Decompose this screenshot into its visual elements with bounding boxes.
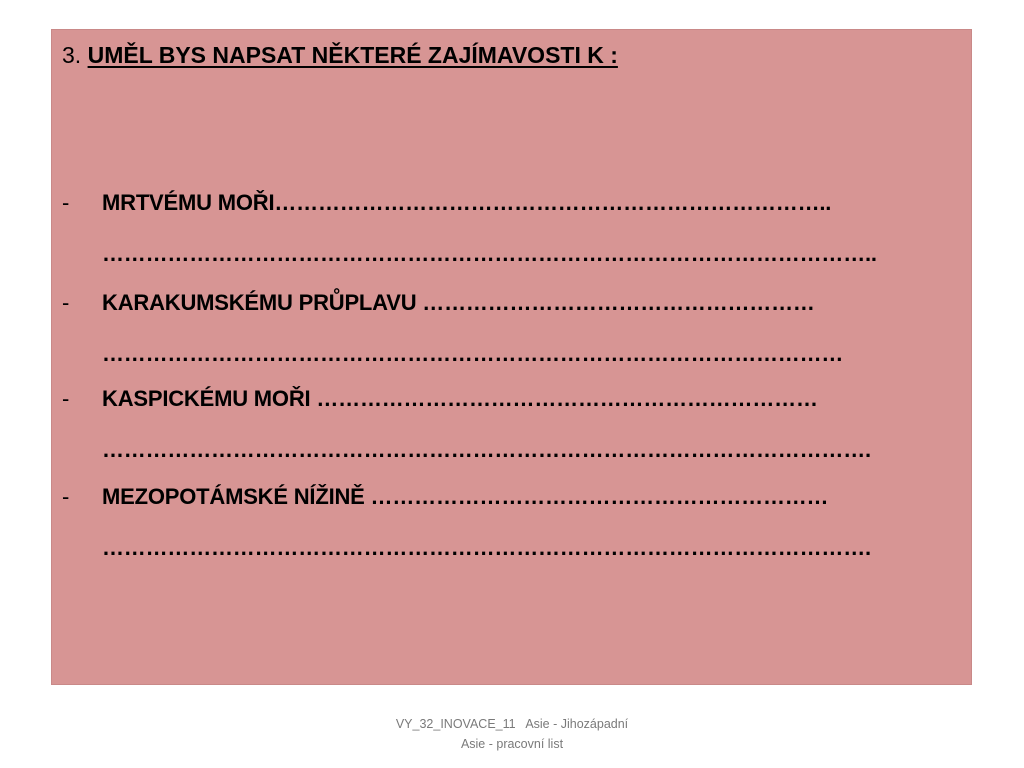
bullet-dash: - <box>62 290 70 315</box>
footer-line-1: VY_32_INOVACE_11 Asie - Jihozápadní <box>395 717 629 731</box>
slide-content-box <box>51 29 972 685</box>
item-answer-line: ………………………………………………………………………………………… <box>102 341 844 366</box>
item-answer-line: …………………………………………………………………………………………….. <box>102 241 877 266</box>
bullet-dash: - <box>62 190 70 215</box>
item-answer-line: ……………………………………………………………………………………………. <box>102 437 871 462</box>
footer-line-2: Asie - pracovní list <box>460 737 564 751</box>
item-label-line: KASPICKÉMU MOŘI …………………………………………………………… <box>102 386 818 411</box>
slide-footer <box>0 714 1024 754</box>
item-label-line: MEZOPOTÁMSKÉ NÍŽINĚ ……………………………………………………… <box>102 484 829 509</box>
item-answer-line: ……………………………………………………………………………………………. <box>102 535 871 560</box>
item-label-line: MRTVÉMU MOŘI………………………………………………………………….. <box>102 190 832 215</box>
bullet-dash: - <box>62 386 70 411</box>
worksheet-question-heading <box>62 42 618 69</box>
question-number: 3. <box>62 42 82 68</box>
question-title: UMĚL BYS NAPSAT NĚKTERÉ ZAJÍMAVOSTI K : <box>87 42 618 68</box>
item-label-line: KARAKUMSKÉMU PRŮPLAVU ……………………………………………… <box>102 290 815 315</box>
bullet-dash: - <box>62 484 70 509</box>
